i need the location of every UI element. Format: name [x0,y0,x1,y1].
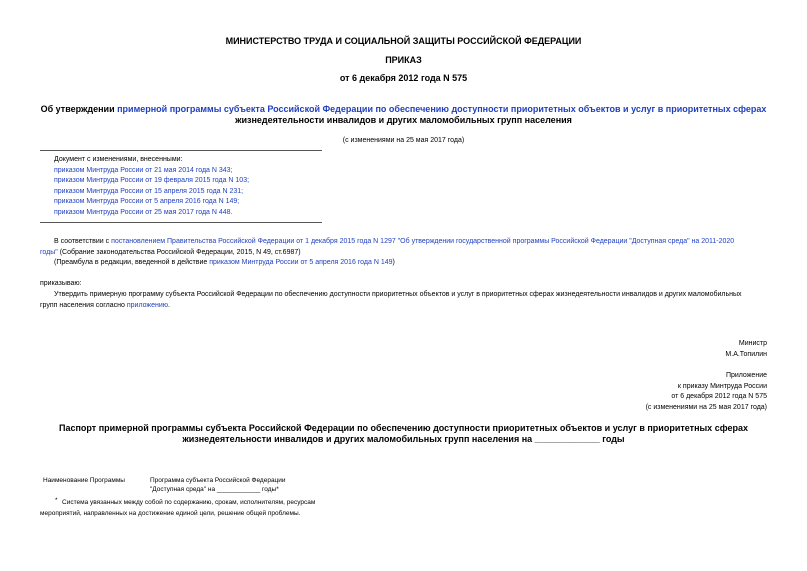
table-cell-program-name-value [150,476,286,494]
order-text-start: групп населения согласно [40,301,127,309]
appendix-line2: от 6 декабря 2012 года N 575 [671,393,767,400]
preamble-note-start: (Преамбула в редакции, введенной в действие [54,259,210,266]
appendix-line1: к приказу Минтруда России [677,382,767,390]
program-name-line1: Программа субъекта Российской Федерации [150,477,286,484]
appendix-link[interactable]: приложению [126,301,169,309]
amendment-link[interactable]: приказом Минтруда России от 5 апреля 2016 года N 149; [54,198,240,205]
passport-title [20,423,787,445]
table-cell-program-name-label: Наименование Программы [43,477,125,484]
title-prefix: Об утверждении [40,104,118,114]
preamble-note-end: ) [392,259,395,266]
title-rest: жизнедеятельности инвалидов и других маломобильных групп населения [235,115,572,125]
order-text-line1: Утвердить примерную программу субъекта Российской Федерации по обеспечению доступности приоритетных объектов и услуг в приоритетных сферах жизнедеятельности инвалидов и других маломобильных [54,291,742,298]
footnote-mark: * [55,497,58,504]
preamble-start: В соответствии с [54,238,112,245]
amendments-block [54,155,249,218]
government-decree-link[interactable]: постановлением Правительства Российской Федерации от 1 декабря 2015 года N 1297 "Об утверждении государственной программы Российской Федерации "Доступная среда" на 2011-2020 [111,238,735,245]
ministry-heading: МИНИСТЕРСТВО ТРУДА И СОЦИАЛЬНОЙ ЗАЩИТЫ РОССИЙСКОЙ ФЕДЕРАЦИИ [225,36,582,46]
amendment-link[interactable]: приказом Минтруда России от 19 февраля 2015 года N 103; [54,177,250,184]
document-title [20,104,787,126]
signatory-position: Министр [738,340,767,347]
revision-note: (с изменениями на 25 мая 2017 года) [342,137,465,144]
footnote [40,498,315,518]
footnote-line1: Система увязанных между собой по содержанию, срокам, исполнителям, ресурсам [62,499,316,506]
order-text [40,290,780,311]
amendment-link[interactable]: приказом Минтруда России от 25 мая 2017 года N 448. [54,208,233,216]
appendix-label: Приложение [725,372,767,379]
footnote-line2: мероприятий, направленных на достижение единой цели, решение общей проблемы. [40,510,301,517]
program-name-line2: "Доступная среда" на ____________ годы* [150,486,279,493]
amendments-top-divider [40,150,322,151]
preamble-paragraph [40,237,772,269]
document-date: от 6 декабря 2012 года N 575 [339,73,468,83]
document-type: ПРИКАЗ [385,55,422,65]
signatory-name: М.А.Топилин [725,350,767,358]
appendix-line3: (с изменениями на 25 мая 2017 года) [645,403,767,411]
amendment-link[interactable]: приказом Минтруда России от 15 апреля 2015 года N 231; [54,187,244,195]
government-decree-link-cont[interactable]: годы" [40,248,58,256]
preamble-rest: (Собрание законодательства Российской Федерации, 2015, N 49, ст.6987) [57,248,301,256]
amendments-bottom-divider [40,222,322,223]
appendix-block [646,371,767,413]
order-text-end: . [168,301,170,309]
order-label: приказываю: [40,280,82,287]
passport-title-line1: Паспорт примерной программы субъекта Российской Федерации по обеспечению доступности приоритетных объектов и услуг в приоритетных сферах [59,423,748,433]
amendments-heading: Документ с изменениями, внесенными: [54,156,183,163]
title-program-link[interactable]: примерной программы субъекта Российской Федерации по обеспечению доступности приоритетных объектов и услуг в приоритетных сферах [117,104,767,114]
preamble-order-link[interactable]: приказом Минтруда России от 5 апреля 2016 года N 149 [209,259,393,266]
amendment-link[interactable]: приказом Минтруда России от 21 мая 2014 года N 343; [54,166,233,174]
passport-title-line2: жизнедеятельности инвалидов и других маломобильных групп населения на _____________ годы [182,434,625,444]
signature-block [725,339,767,360]
